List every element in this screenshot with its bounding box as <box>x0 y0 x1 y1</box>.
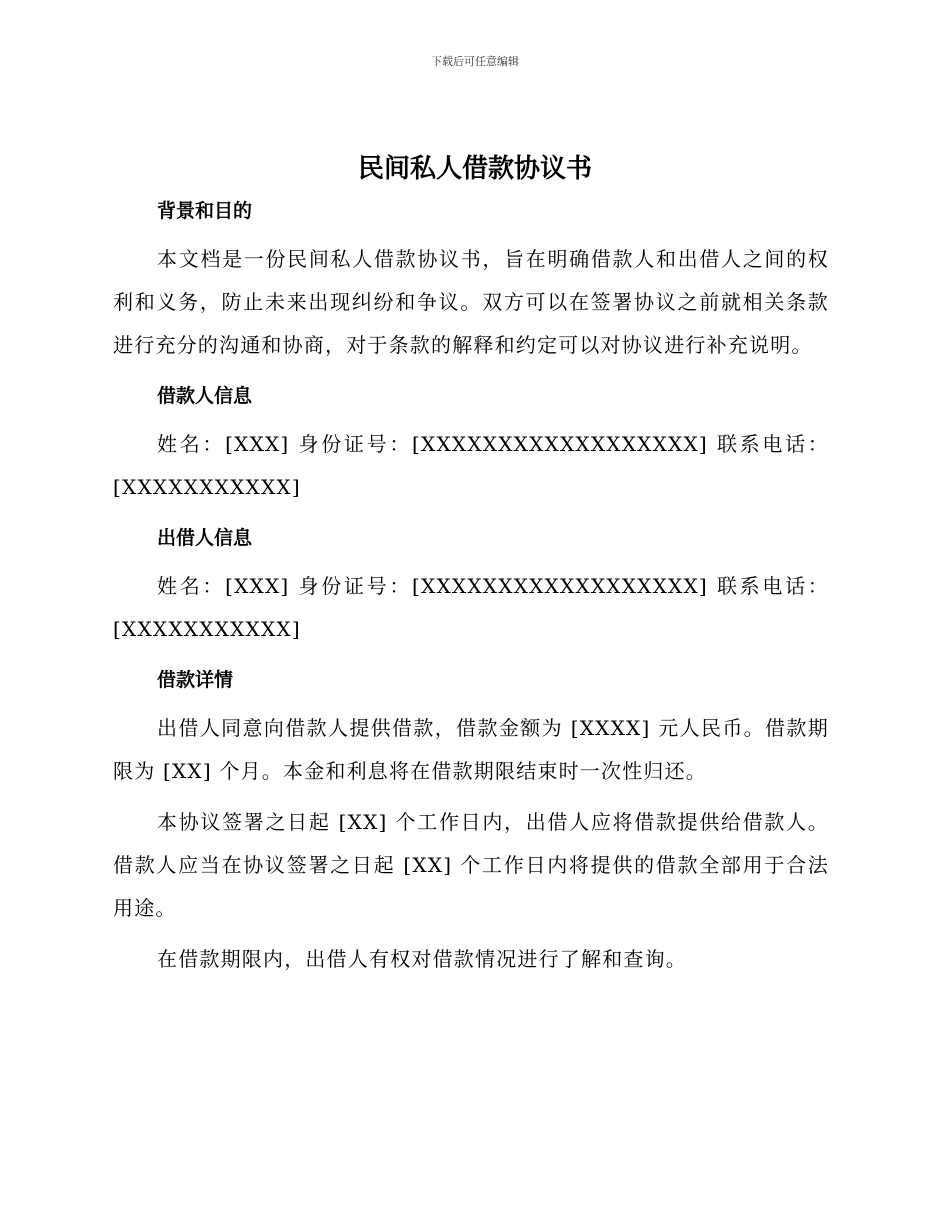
background-paragraph: 本文档是一份民间私人借款协议书，旨在明确借款人和出借人之间的权利和义务，防止未来出现纠纷和争议。双方可以在签署协议之前就相关条款进行充分的沟通和协商，对于条款的解释和约定可以对协议进行补充说明。 <box>113 247 829 357</box>
loan-details-paragraph: 本协议签署之日起 [XX] 个工作日内，出借人应将借款提供给借款人。借款人应当在协议签署之日起 [XX] 个工作日内将提供的借款全部用于合法用途。 <box>113 810 829 920</box>
section-heading-loan-details: 借款详情 <box>157 669 234 691</box>
section-heading-background: 背景和目的 <box>157 200 253 222</box>
loan-details-paragraph: 在借款期限内，出借人有权对借款情况进行了解和查询。 <box>157 947 687 971</box>
document-body <box>113 196 829 981</box>
section-heading-borrower: 借款人信息 <box>157 385 253 407</box>
borrower-info-paragraph: 姓名：[XXX] 身份证号：[XXXXXXXXXXXXXXXXXX] 联系电话：[XXXXXXXXXXX] <box>113 432 829 499</box>
document-title: 民间私人借款协议书 <box>357 154 592 184</box>
lender-info-paragraph: 姓名：[XXX] 身份证号：[XXXXXXXXXXXXXXXXXX] 联系电话：[XXXXXXXXXXX] <box>113 574 829 641</box>
section-heading-lender: 出借人信息 <box>157 527 253 549</box>
page-header-note: 下载后可任意编辑 <box>431 55 519 68</box>
loan-details-paragraph: 出借人同意向借款人提供借款，借款金额为 [XXXX] 元人民币。借款期限为 [XX] 个月。本金和利息将在借款期限结束时一次性归还。 <box>113 716 829 783</box>
